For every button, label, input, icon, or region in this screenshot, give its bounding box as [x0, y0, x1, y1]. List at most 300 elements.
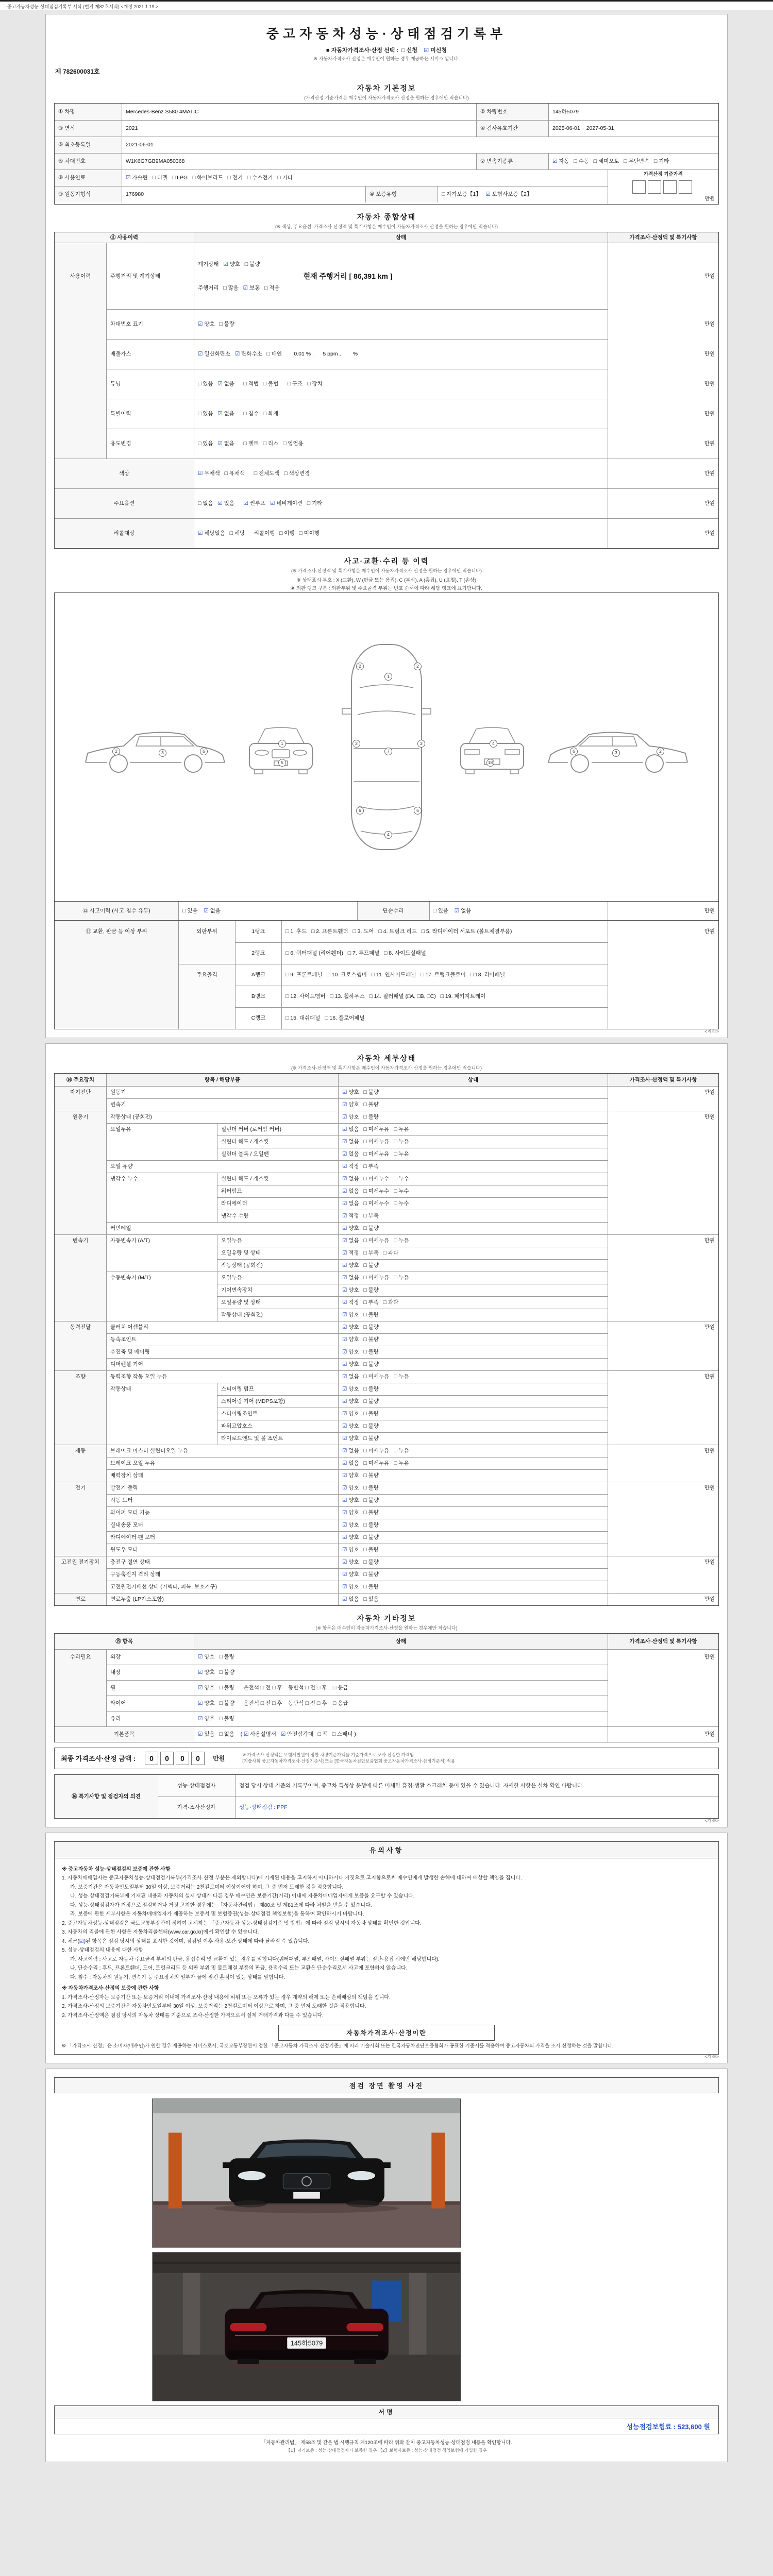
price-cell	[608, 1309, 718, 1321]
vin-value: W1K6G7GB9MA050368	[122, 153, 476, 170]
status-checkboxes[interactable]: ☑ 양호 □ 불량	[338, 1420, 608, 1432]
device-label	[55, 1581, 106, 1593]
device-label	[55, 1346, 106, 1358]
status-checkboxes[interactable]: □ 없음 ☑ 있음 ☑ 썬루프 ☑ 네비게이션 □ 기타	[194, 488, 608, 518]
notice-paragraph: 4. 체크(☑)된 항목은 점검 당시의 상태를 표시한 것이며, 점검일 이후 사용·보관 상태에 따라 달라질 수 있습니다.	[62, 1938, 310, 1944]
part-label: 냉각수 수량	[217, 1210, 338, 1222]
panel-number-marker: 5	[278, 759, 286, 767]
status-checkboxes[interactable]: ☑ 적정 □ 부족 □ 과다	[338, 1247, 608, 1259]
price-cell	[608, 1457, 718, 1469]
status-checkboxes[interactable]: □ 있음 ☑ 없음 □ 침수 □ 화재	[194, 399, 608, 429]
detail-row	[55, 1408, 718, 1420]
item-label	[106, 1259, 217, 1272]
status-checkboxes[interactable]: ☑ 양호 □ 불량	[338, 1346, 608, 1358]
price-digit-box	[679, 180, 692, 194]
exchange-panel-table	[54, 920, 719, 1029]
mileage-group-label: 사용이력	[55, 243, 106, 309]
status-checkboxes[interactable]: ☑ 양호 □ 불량	[338, 1432, 608, 1445]
detail-note: (※ 가격조사·산정액 및 특기사항은 매수인이 자동차가격조사·산정을 원하는 경우에만 적습니다)	[291, 1065, 482, 1071]
overall-note: (※ 색상, 주요옵션, 가격조사·산정액 및 특기사항은 매수인이 자동차가격조사·산정을 원하는 경우에만 적습니다)	[275, 224, 498, 230]
legal-footer-line: 「자동차관리법」 제58조 및 같은 법 시행규칙 제120조에 따라 위와 같이 중고자동차성능·상태점검 내용을 확인합니다.	[261, 2440, 512, 2446]
item-label: 충전구 절연 상태	[106, 1556, 338, 1568]
transmission-checkboxes[interactable]: ☑ 자동 □ 수동 □ 세미오토 □ 무단변속 □ 기타	[548, 153, 718, 170]
part-label: 워터펌프	[217, 1185, 338, 1197]
etc-item-label: 외장	[106, 1649, 194, 1665]
detail-row	[55, 1358, 718, 1370]
taillight-left	[230, 2323, 267, 2331]
item-label	[106, 1185, 217, 1197]
panel-checkboxes[interactable]: □ 6. 쿼터패널 (리어휀더) □ 7. 루프패널 □ 8. 사이드실패널	[281, 942, 608, 964]
status-checkboxes[interactable]: ☑ 양호 □ 불량	[338, 1259, 608, 1272]
notice-paragraph: 나. 성능·상태점검기록부에 기재된 내용과 자동차의 실제 상태가 다른 경우 매수인은 보증기간(거리) 이내에 자동차매매업자에게 보증을 요구할 수 있습니다.	[70, 1893, 415, 1900]
status-checkboxes[interactable]: ☑ 없음 □ 미세누유 □ 누유	[338, 1123, 608, 1136]
device-label: 변속기	[55, 1234, 106, 1247]
device-label	[55, 1457, 106, 1469]
panel-checkboxes[interactable]: □ 15. 대쉬패널 □ 16. 플로어패널	[281, 1007, 608, 1029]
accident-history-label: ⑫ 사고이력 (사고·침수 유무)	[55, 902, 178, 920]
fuel-engine-rows	[55, 170, 608, 204]
price-cell	[608, 1210, 718, 1222]
detail-row	[55, 1197, 718, 1210]
status-checkboxes[interactable]: ☑ 양호 □ 불량	[338, 1086, 608, 1098]
status-checkboxes[interactable]: ☑ 양호 □ 불량	[338, 1111, 608, 1123]
overall-row	[55, 399, 718, 429]
detail-row	[55, 1445, 718, 1457]
device-label: 전기	[55, 1482, 106, 1494]
simple-repair-label: 단순수리	[357, 902, 429, 920]
accident-title: 사고·교환·수리 등 이력	[344, 556, 429, 565]
price-survey-definition-title: 자동차가격조사·산정이란	[278, 2025, 495, 2041]
price-cell: 만원	[608, 1726, 718, 1742]
price-cell: 만원	[608, 518, 718, 548]
status-checkboxes[interactable]: ☑ 양호 □ 불량	[338, 1556, 608, 1568]
status-checkboxes[interactable]: ☑ 없음 □ 미세누수 □ 누수	[338, 1173, 608, 1185]
price-cell: 만원	[608, 459, 718, 488]
status-checkboxes[interactable]: ☑ 양호 □ 불량	[338, 1284, 608, 1296]
accident-history-table	[54, 901, 719, 921]
headlight-right	[347, 2171, 375, 2180]
item-label	[106, 1432, 217, 1445]
price-cell	[608, 1284, 718, 1296]
price-cell	[608, 1408, 718, 1420]
detail-row	[55, 1544, 718, 1556]
status-checkboxes[interactable]: ☑ 해당없음 □ 해당 리콜이행 □ 이행 □ 미이행	[194, 518, 608, 548]
device-label	[55, 1568, 106, 1581]
panel-number-marker: 4	[490, 740, 497, 748]
status-checkboxes[interactable]: ☑ 없음 □ 있음	[338, 1593, 608, 1605]
panel-rank-label: 1랭크	[235, 921, 281, 942]
first-registration-label: ⑤ 최초등록일	[55, 137, 122, 153]
panel-group-label: 주요골격	[178, 964, 235, 986]
etc-row	[55, 1696, 718, 1711]
price-cell	[608, 1531, 718, 1544]
detail-row	[55, 1519, 718, 1531]
price-cell: 만원	[608, 1234, 718, 1247]
current-mileage: 현재 주행거리 [ 86,391 km ]	[303, 272, 393, 280]
detail-row	[55, 1482, 718, 1494]
mileage-item-label: 주행거리 및 계기상태	[106, 243, 194, 309]
price-digit-box: 0	[145, 1752, 158, 1765]
detail-row	[55, 1469, 718, 1482]
device-label	[55, 1296, 106, 1309]
notice-paragraph: 1. 가격조사·산정자는 보증기간 또는 보증거리 이내에 가격조사·산정 내용에 허위 또는 오류가 있는 경우 계약의 해제 또는 손해배상의 책임을 집니다.	[62, 1994, 391, 2001]
price-cell: 만원	[608, 429, 718, 459]
price-cell	[608, 1272, 718, 1284]
notice-paragraphs	[62, 1866, 711, 2020]
item-label: 구동축전지 격리 상태	[106, 1568, 338, 1581]
usage-item-label: 용도변경	[106, 429, 194, 459]
part-label: 스티어링조인트	[217, 1408, 338, 1420]
detail-row	[55, 1222, 718, 1234]
item-label: 원동기	[106, 1086, 338, 1098]
etc-header-price: 가격조사·산정액 및 특기사항	[608, 1634, 718, 1649]
part-label: 실린더 헤드 / 개스킷	[217, 1173, 338, 1185]
plate-number-label: ② 차량번호	[476, 104, 548, 120]
detail-row	[55, 1457, 718, 1469]
panel-checkboxes[interactable]: □ 12. 사이드멤버 □ 13. 휠하우스 □ 14. 필러패널 (□A, □B, □C) □ 19. 패키지트레이	[281, 986, 608, 1007]
part-label: 타이로드엔드 및 볼 조인트	[217, 1432, 338, 1445]
price-cell	[608, 1259, 718, 1272]
detail-row	[55, 1309, 718, 1321]
status-checkboxes[interactable]: ☑ 적정 □ 부족	[338, 1210, 608, 1222]
status-checkboxes[interactable]: ☑ 양호 □ 불량	[338, 1395, 608, 1408]
price-cell	[608, 1222, 718, 1234]
status-checkboxes[interactable]: ☑ 양호 □ 불량	[338, 1544, 608, 1556]
overall-row	[55, 309, 718, 339]
status-checkboxes[interactable]: ☑ 없음 □ 미세누유 □ 누유	[338, 1445, 608, 1457]
price-cell	[608, 1432, 718, 1445]
item-label	[106, 1284, 217, 1296]
status-checkboxes[interactable]: ☑ 없음 □ 미세누유 □ 누유	[338, 1457, 608, 1469]
overall-header-price: 가격조사·산정액 및 특기사항	[608, 232, 718, 243]
notice-paragraph: 라. 보증에 관한 세부사항은 자동차매매업자가 제공하는 보증서 및 보험증권(성능·상태점검 책임보험)을 통하여 확인하시기 바랍니다.	[70, 1911, 364, 1918]
basic-info-table	[54, 103, 719, 205]
panel-number-marker: 2	[356, 663, 364, 670]
usage-group-label: 주요옵션	[55, 488, 194, 518]
detail-row	[55, 1160, 718, 1173]
rear-plate-text: 145하5079	[290, 2339, 323, 2347]
item-label: 배력장치 상태	[106, 1469, 338, 1482]
status-checkboxes[interactable]: ☑ 양호 □ 불량 운전석 □ 전 □ 후 동반석 □ 전 □ 후 □ 응급	[194, 1696, 608, 1711]
price-cell: 만원	[608, 1593, 718, 1605]
price-cell	[608, 1123, 718, 1136]
status-checkboxes[interactable]: □ 있음 ☑ 없음 □ 적법 □ 불법 □ 구조 □ 장치	[194, 369, 608, 399]
status-checkboxes[interactable]: ☑ 무채색 □ 유채색 □ 전체도색 □ 색상변경	[194, 459, 608, 488]
panel-price-cell	[608, 1007, 718, 1029]
item-label	[106, 1296, 217, 1309]
page-1	[45, 14, 728, 1038]
detail-row	[55, 1259, 718, 1272]
device-label	[55, 1185, 106, 1197]
item-label: 윈도우 모터	[106, 1544, 338, 1556]
transmission-label: ⑦ 변속기종류	[476, 153, 548, 170]
front-license-plate	[293, 2192, 320, 2199]
accident-price-cell: 만원	[608, 902, 718, 920]
device-label	[55, 1420, 106, 1432]
price-digit-box	[663, 180, 677, 194]
panel-group-label: 외판부위	[178, 921, 235, 942]
inspection-photo-rear	[152, 2252, 461, 2401]
inspector-role-label: 성능·상태점검자	[158, 1775, 235, 1797]
odometer-status-checkboxes[interactable]: 계기상태 ☑ 양호 □ 불량	[198, 261, 260, 267]
item-label	[106, 1395, 217, 1408]
notice-paragraph: 가. 사고이력 : 사고로 자동차 주요골격 부위의 판금, 용접수리 및 교환이 있는 경우를 말합니다(쿼터패널, 루프패널, 사이드실패널 부위는 절단·용접 시에만 해당합니다).	[70, 1956, 440, 1962]
status-checkboxes[interactable]: ☑ 양호 □ 불량	[338, 1494, 608, 1506]
panel-checkboxes[interactable]: □ 1. 후드 □ 2. 프론트휀더 □ 3. 도어 □ 4. 트렁크 리드 □ 5. 라디에이터 서포트 (볼트체결부품)	[281, 921, 608, 942]
final-price-label: 최종 가격조사·산정 금액 :	[61, 1755, 136, 1763]
notice-paragraph: 다. 침수 : 자동차의 원동기, 변속기 등 주요장치의 일부가 물에 잠긴 흔적이 있는 상태를 말합니다.	[70, 1974, 285, 1980]
price-cell	[608, 1469, 718, 1482]
detail-header-device: ⑭ 주요장치	[55, 1074, 106, 1086]
panel-number-marker: 6	[570, 748, 578, 755]
item-label: 작동상태 (공회전)	[106, 1111, 338, 1123]
price-cell	[608, 1185, 718, 1197]
price-cell	[608, 1665, 718, 1680]
price-cell	[608, 1383, 718, 1395]
device-label	[55, 1333, 106, 1346]
part-label: 실린더 헤드 / 개스킷	[217, 1136, 338, 1148]
part-label: 오일누유	[217, 1272, 338, 1284]
status-checkboxes[interactable]: ☑ 없음 □ 미세누유 □ 누유	[338, 1234, 608, 1247]
document-title: 중고자동차성능·상태점검기록부	[266, 27, 507, 41]
part-label: 작동상태 (공회전)	[217, 1309, 338, 1321]
first-registration-value: 2021-06-01	[122, 137, 718, 153]
form-reference-note: 중고자동차성능·상태점검기록부 서식 (별지 제82호서식) <개정 2021.1.19.>	[0, 0, 773, 10]
overall-title: 자동차 종합상태	[357, 213, 416, 222]
price-cell	[608, 1098, 718, 1111]
status-checkboxes[interactable]: ☑ 양호 □ 불량	[338, 1482, 608, 1494]
item-label: 추진축 및 베어링	[106, 1346, 338, 1358]
item-label: 변속기	[106, 1098, 338, 1111]
panel-rank-label: A랭크	[235, 964, 281, 986]
panel-rank-row	[55, 986, 718, 1007]
inspection-photo-front	[152, 2098, 461, 2248]
notice-paragraph: ※ 중고자동차 성능·상태점검의 보증에 관한 사항	[62, 1866, 171, 1872]
price-cell: 만원	[608, 369, 718, 399]
status-checkboxes[interactable]: ☑ 없음 □ 미세누유 □ 누유	[338, 1136, 608, 1148]
item-label: 자동변속기 (A/T)	[106, 1234, 217, 1247]
status-checkboxes[interactable]: ☑ 없음 □ 미세누유 □ 누유	[338, 1272, 608, 1284]
price-digit-box	[648, 180, 661, 194]
overall-row	[55, 369, 718, 399]
detail-row	[55, 1494, 718, 1506]
device-label	[55, 1309, 106, 1321]
price-cell: 만원	[608, 1556, 718, 1568]
price-digit-box: 0	[176, 1752, 189, 1765]
usage-group-label	[55, 309, 106, 339]
status-checkboxes[interactable]: ☑ 양호 □ 불량	[338, 1333, 608, 1346]
appraiser-role-label: 가격·조사산정자	[158, 1797, 235, 1818]
detail-row	[55, 1321, 718, 1333]
inspection-period-label: ④ 검사유효기간	[476, 120, 548, 137]
detail-row	[55, 1420, 718, 1432]
panel-price-cell: 만원	[608, 921, 718, 942]
status-checkboxes[interactable]: ☑ 양호 □ 불량	[338, 1531, 608, 1544]
detail-row	[55, 1531, 718, 1544]
status-checkboxes[interactable]: ☑ 없음 □ 미세누수 □ 누수	[338, 1185, 608, 1197]
car-diagram	[54, 592, 719, 902]
status-checkboxes[interactable]: ☑ 없음 □ 미세누유 □ 누유	[338, 1148, 608, 1160]
device-label	[55, 1469, 106, 1482]
panel-number-marker: 18	[486, 759, 494, 767]
part-label: 오일누유	[217, 1234, 338, 1247]
rank-legend: ※ 외판 랭크 구분 : 외판부위 및 주요골격 부위는 번호 순서에 따라 해당 랭크에 표기합니다.	[291, 585, 482, 591]
price-survey-note: ※ 자동차가격조사·산정은 매수인이 원하는 경우 제공하는 서비스 입니다.	[313, 56, 460, 61]
price-cell	[608, 1519, 718, 1531]
item-label	[106, 1197, 217, 1210]
panel-price-cell	[608, 986, 718, 1007]
accident-note: (※ 가격조사·산정액 및 특기사항은 매수인이 자동차가격조사·산정을 원하는 경우에만 적습니다)	[291, 568, 482, 573]
status-checkboxes[interactable]: ☑ 적정 □ 부족	[338, 1160, 608, 1173]
panel-number-marker: 1	[384, 673, 392, 681]
status-checkboxes[interactable]: ☑ 양호 □ 불량	[338, 1309, 608, 1321]
device-label	[55, 1383, 106, 1395]
device-label	[55, 1173, 106, 1185]
photos-title: 점검 장면 촬영 사진	[54, 2077, 719, 2093]
panel-number-marker: 3	[352, 740, 360, 748]
price-cell	[608, 1506, 718, 1519]
detail-row	[55, 1111, 718, 1123]
status-checkboxes[interactable]: ☑ 양호 □ 불량	[338, 1383, 608, 1395]
remarks-table	[54, 1774, 719, 1819]
status-checkboxes[interactable]: ☑ 양호 □ 불량	[338, 1408, 608, 1420]
fuel-label: ⑧ 사용연료	[55, 170, 122, 186]
device-label: 자기진단	[55, 1086, 106, 1098]
panel-checkboxes[interactable]: □ 9. 프론트패널 □ 10. 크로스멤버 □ 11. 인사이드패널 □ 17. 트렁크플로어 □ 18. 리어패널	[281, 964, 608, 986]
part-label: 파워고압호스	[217, 1420, 338, 1432]
notices-body	[54, 1858, 719, 2055]
base-price-unit: 만원	[704, 196, 715, 202]
panel-section-label	[55, 964, 178, 986]
part-label: 스티어링 펌프	[217, 1383, 338, 1395]
warranty-type-checkboxes[interactable]: □ 자가보증【1】 ☑ 보험사보증【2】	[438, 186, 608, 202]
etc-item-label: 내장	[106, 1665, 194, 1680]
etc-title: 자동차 기타정보	[357, 1614, 416, 1622]
device-label	[55, 1098, 106, 1111]
simple-repair-checkboxes[interactable]: □ 있음 ☑ 없음	[429, 902, 608, 920]
usage-item-label: 튜닝	[106, 369, 194, 399]
basic-info-title: 자동차 기본정보	[357, 84, 416, 92]
panel-number-marker: 2	[112, 748, 120, 755]
detail-row	[55, 1136, 718, 1148]
item-label: 브레이크 오일 누유	[106, 1457, 338, 1469]
etc-note: (※ 항목은 매수인이 자동차가격조사·산정을 원하는 경우에만 적습니다)	[315, 1625, 458, 1631]
status-checkboxes[interactable]: ☑ 있음 □ 없음 ( ☑ 사용설명서 ☑ 안전삼각대 □ 잭 □ 스패너 )	[194, 1726, 608, 1742]
price-cell: 만원	[608, 1111, 718, 1123]
price-cell	[608, 1568, 718, 1581]
device-label	[55, 1222, 106, 1234]
status-checkboxes[interactable]: ☑ 양호 □ 불량	[338, 1358, 608, 1370]
panel-rank-row	[55, 942, 718, 964]
notice-paragraph: 2. 중고자동차성능·상태점검은 국토교통부장관이 정하여 고시하는 「중고자동차 성능·상태점검기준 및 방법」에 따라 점검 당시의 자동차 상태를 확인한 것입니다.	[62, 1920, 422, 1926]
panel-rank-row	[55, 921, 718, 942]
price-cell	[608, 1581, 718, 1593]
status-checkboxes[interactable]: ☑ 없음 □ 미세누수 □ 누수	[338, 1197, 608, 1210]
status-checkboxes[interactable]: □ 있음 ☑ 없음 □ 렌트 □ 리스 □ 영업용	[194, 429, 608, 459]
item-label: 브레이크 마스터 실린더오일 누유	[106, 1445, 338, 1457]
status-checkboxes[interactable]: ☑ 양호 □ 불량	[194, 1711, 608, 1726]
basic-info-note: (가격산정 기준가격은 매수인이 자동차가격조사·산정을 원하는 경우에만 적습니다)	[304, 95, 469, 100]
device-label: 고전원 전기장치	[55, 1556, 106, 1568]
item-label: 고전원전기배선 상태 (커넥터, 피복, 보호기구)	[106, 1581, 338, 1593]
fuel-checkboxes[interactable]: ☑ 가솔린 □ 디젤 □ LPG □ 하이브리드 □ 전기 □ 수소전기 □ 기타	[122, 170, 608, 186]
price-cell: 만원	[608, 1445, 718, 1457]
status-checkboxes[interactable]: ☑ 양호 □ 불량	[338, 1222, 608, 1234]
status-checkboxes[interactable]: ☑ 양호 □ 불량	[338, 1098, 608, 1111]
price-digit-box	[632, 180, 646, 194]
detail-row	[55, 1506, 718, 1519]
overall-row	[55, 339, 718, 369]
item-label	[106, 1408, 217, 1420]
panel-rank-label: B랭크	[235, 986, 281, 1007]
status-checkboxes[interactable]: ☑ 양호 □ 불량	[338, 1469, 608, 1482]
etc-rows	[55, 1649, 718, 1742]
status-checkboxes[interactable]: ☑ 적정 □ 부족 □ 과다	[338, 1296, 608, 1309]
status-checkboxes[interactable]: ☑ 양호 □ 불량	[194, 309, 608, 339]
overall-row	[55, 429, 718, 459]
panel-number-marker: 7	[384, 748, 392, 755]
part-label: 스티어링 기어 (MDPS포함)	[217, 1395, 338, 1408]
device-label	[55, 1506, 106, 1519]
price-cell	[608, 1333, 718, 1346]
status-checkboxes[interactable]: ☑ 양호 □ 불량	[338, 1321, 608, 1333]
price-cell	[608, 1696, 718, 1711]
item-label: 수동변속기 (M/T)	[106, 1272, 217, 1284]
item-label: 커먼레일	[106, 1222, 338, 1234]
status-checkboxes[interactable]: ☑ 양호 □ 불량	[338, 1581, 608, 1593]
detail-row	[55, 1247, 718, 1259]
panel-number-marker: 6	[356, 807, 364, 815]
status-checkboxes[interactable]: ☑ 없음 □ 미세누유 □ 누유	[338, 1370, 608, 1383]
page-4	[45, 2069, 728, 2462]
status-checkboxes[interactable]: ☑ 양호 □ 불량	[338, 1568, 608, 1581]
price-cell	[608, 1544, 718, 1556]
price-cell: 만원	[608, 1649, 718, 1665]
overall-row	[55, 518, 718, 548]
price-survey-select[interactable]: ■ 자동차가격조사·산정 선택 : □ 신청 ☑ 미신청	[326, 47, 447, 54]
etc-group-label	[55, 1711, 106, 1726]
accident-history-checkboxes[interactable]: □ 있음 ☑ 없음	[178, 902, 357, 920]
price-cell	[608, 1346, 718, 1358]
etc-row	[55, 1680, 718, 1696]
overall-row	[55, 488, 718, 518]
notice-paragraph: 나. 단순수리 : 후드, 프론트휀더, 도어, 트렁크리드 등 외판 부위 및 볼트체결 부품의 판금, 용접수리 또는 교환은 단순수리로서 사고에 포함하지 않습니다.	[70, 1965, 408, 1972]
panel-group-label	[178, 942, 235, 964]
price-cell	[608, 1173, 718, 1185]
detail-header-status: 상태	[338, 1074, 608, 1086]
status-checkboxes[interactable]: ☑ 양호 □ 불량	[338, 1506, 608, 1519]
overall-header-status: 상태	[194, 232, 608, 243]
status-checkboxes[interactable]: ☑ 양호 □ 불량	[338, 1519, 608, 1531]
usage-item-label: 배출가스	[106, 339, 194, 369]
device-label	[55, 1519, 106, 1531]
status-checkboxes[interactable]: ☑ 양호 □ 불량 운전석 □ 전 □ 후 동반석 □ 전 □ 후 □ 응급	[194, 1680, 608, 1696]
etc-row	[55, 1711, 718, 1726]
price-cell	[608, 1395, 718, 1408]
status-checkboxes[interactable]: ☑ 양호 □ 불량	[194, 1649, 608, 1665]
mileage-level-checkboxes[interactable]: 주행거리 □ 많음 ☑ 보통 □ 적음	[198, 285, 280, 292]
price-cell	[608, 1197, 718, 1210]
part-label: 오일유량 및 상태	[217, 1296, 338, 1309]
item-label: 오일 유량	[106, 1160, 338, 1173]
status-checkboxes[interactable]: ☑ 양호 □ 불량	[194, 1665, 608, 1680]
detail-title: 자동차 세부상태	[357, 1054, 416, 1062]
status-code-legend: ※ 상태표시 부호 : X (교환), W (판금 또는 용접), C (부식), A (흠집), U (요철), T (손상)	[296, 577, 477, 583]
price-cell: 만원	[608, 1370, 718, 1383]
status-checkboxes[interactable]: ☑ 일산화탄소 ☑ 탄화수소 □ 매연 0.01 % , 5 ppm , %	[194, 339, 608, 369]
notice-paragraph: 다. 성능·상태점검자가 거짓으로 점검하거나 거짓 고지한 경우에는 「자동차관리법」 제80조 및 제81조에 따라 처벌을 받을 수 있습니다.	[70, 1902, 372, 1908]
etc-header-item: ⑮ 항목	[55, 1634, 194, 1649]
